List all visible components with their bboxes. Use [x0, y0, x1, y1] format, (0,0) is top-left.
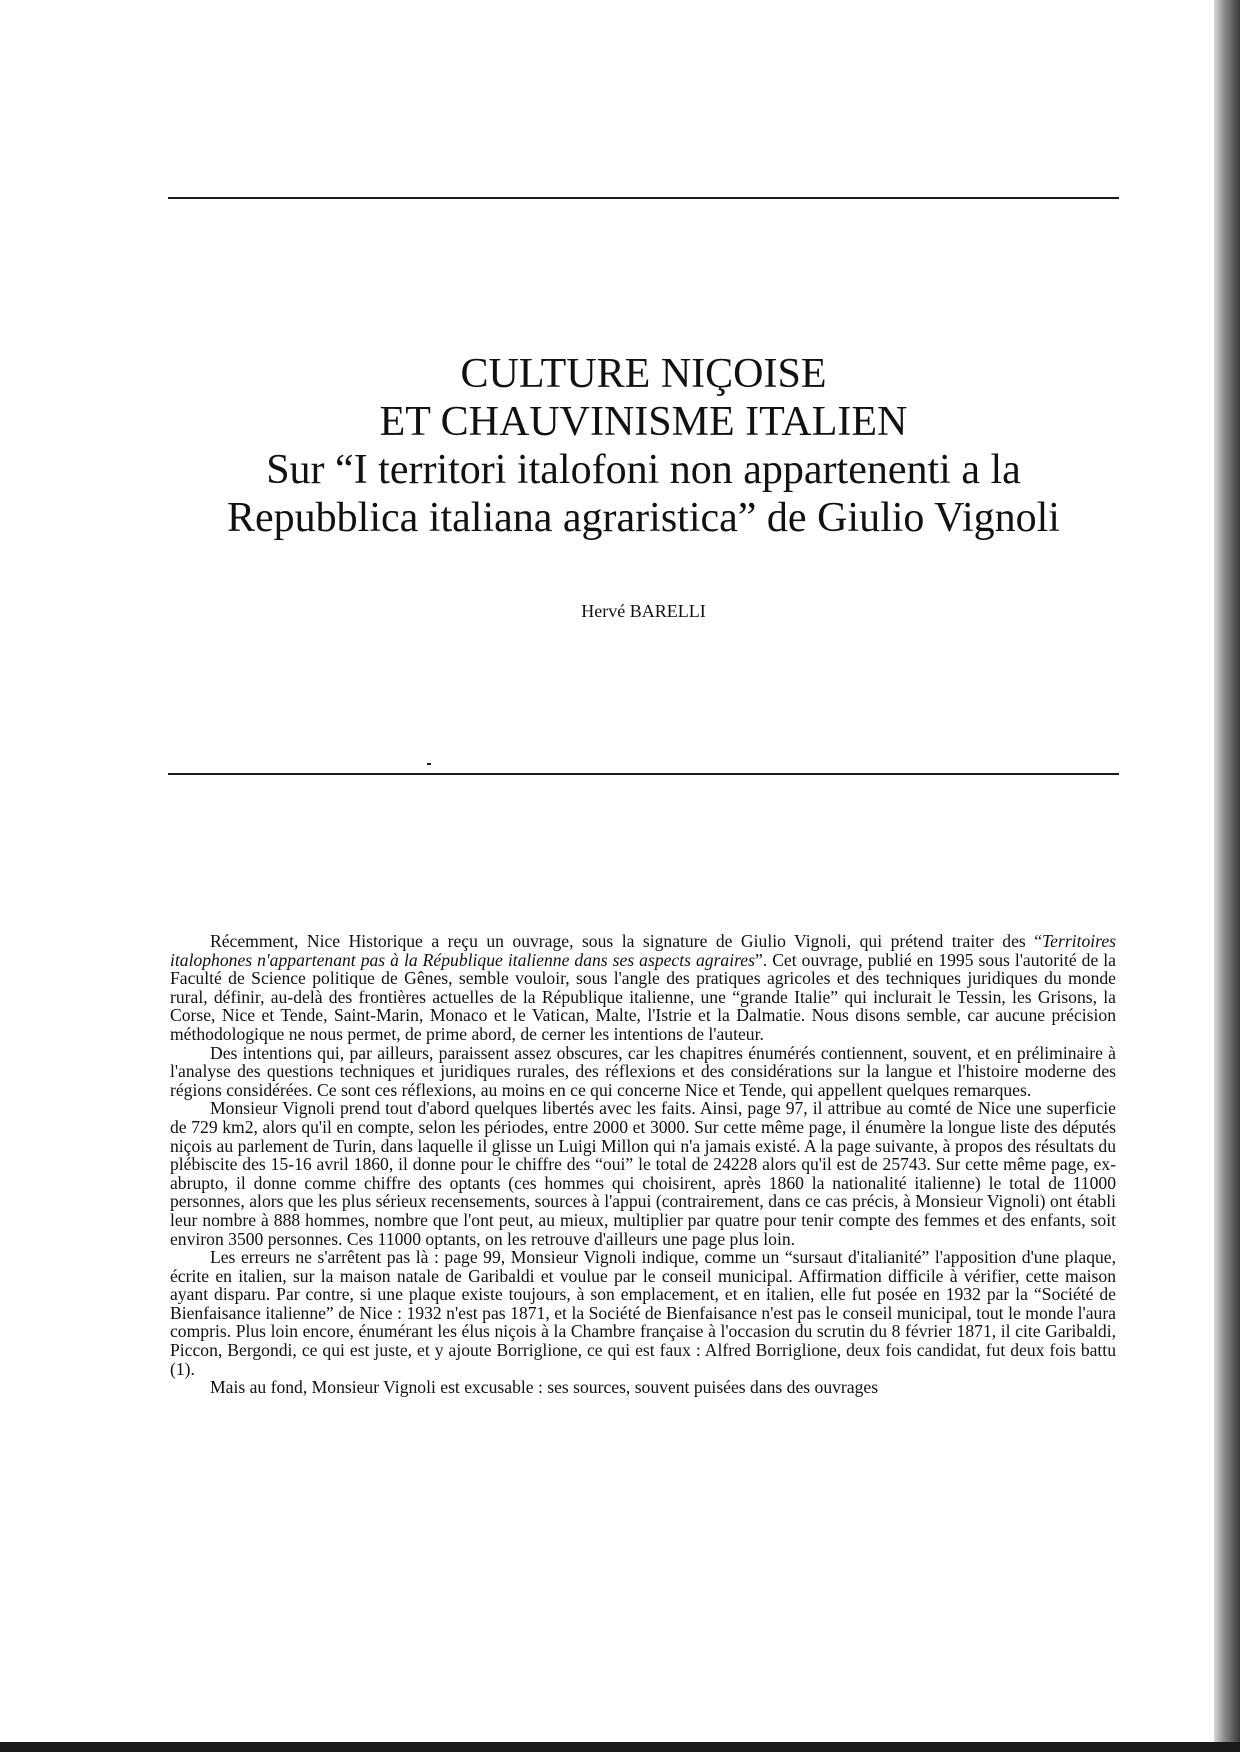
paragraph-5: Mais au fond, Monsieur Vignoli est excusable : ses sources, souvent puisées dans des ouvrages [210, 1377, 879, 1398]
rule-mark [427, 763, 431, 765]
title-line-1: CULTURE NIÇOISE [460, 351, 827, 397]
bottom-rule [168, 773, 1119, 775]
top-rule [168, 197, 1119, 199]
title-line-4: Repubblica italiana agraristica” de Giulio Vignoli [227, 495, 1060, 541]
paragraph-1 [170, 932, 1116, 1044]
paragraph-1-italic-title: Territoires italophones n'appartenant pas à la République italienne dans ses aspects agraires [170, 931, 1116, 970]
title-line-3: Sur “I territori italofoni non appartenenti a la [266, 447, 1021, 493]
article-body [170, 932, 1116, 1397]
title-line-2: ET CHAUVINISME ITALIEN [379, 399, 908, 445]
scan-edge-bottom [0, 1742, 1240, 1752]
author-name: Hervé BARELLI [581, 601, 706, 621]
paragraph-1-rest: ”. Cet ouvrage, publié en 1995 sous l'autorité de la Faculté de Science politique de Gênes, semble vouloir, sous l'angle des pratiques agricoles et des techniques juridiques du monde rural, définir, au-delà des frontières actuelles de la République italienne, une “grande Italie” qui inclurait le Tessin, les Grisons, la Corse, Nice et Tende, Saint-Marin, Monaco et le Vatican, Malte, l'Istrie et la Dalmatie. Nous disons semble, car aucune précision méthodologique ne nous permet, de prime abord, de cerner les intentions de l'auteur. [170, 949, 1116, 1044]
scan-shadow-right [1214, 0, 1240, 1752]
paragraph-4: Les erreurs ne s'arrêtent pas là : page 99, Monsieur Vignoli indique, comme un “sursaut d'italianité” l'apposition d'une plaque, écrite en italien, sur la maison natale de Garibaldi et voulue par le conseil municipal. Affirmation difficile à vérifier, cette maison ayant disparu. Par contre, si une plaque existe toujours, à son emplacement, et en italien, elle fut posée en 1932 par la “Société de Bienfaisance italienne” de Nice : 1932 n'est pas 1871, et la Société de Bienfaisance n'est pas le conseil municipal, tout le monde l'aura compris. Plus loin encore, énumérant les élus niçois à la Chambre française à l'occasion du scrutin du 8 février 1871, il cite Garibaldi, Piccon, Bergondi, ce qui est juste, et y ajoute Borriglione, ce qui est faux : Alfred Borriglione, deux fois candidat, fut deux fois battu (1). [170, 1247, 1116, 1379]
article-title [168, 350, 1119, 542]
paragraph-1-start: Récemment, Nice Historique a reçu un ouvrage, sous la signature de Giulio Vignoli, qui prétend traiter des “ [210, 931, 1043, 951]
paragraph-2: Des intentions qui, par ailleurs, paraissent assez obscures, car les chapitres énumérés contiennent, souvent, et en préliminaire à l'analyse des questions techniques et juridiques rurales, des réflexions et des considérations sur la langue et l'histoire moderne des régions considérées. Ce sont ces réflexions, au moins en ce qui concerne Nice et Tende, qui appellent quelques remarques. [170, 1042, 1116, 1100]
paragraph-3: Monsieur Vignoli prend tout d'abord quelques libertés avec les faits. Ainsi, page 97, il attribue au comté de Nice une superficie de 729 km2, alors qu'il en compte, selon les périodes, entre 2000 et 3000. Sur cette même page, il énumère la longue liste des députés niçois au parlement de Turin, dans laquelle il glisse un Luigi Millon qui n'a jamais existé. A la page suivante, à propos des résultats du plébiscite des 15-16 avril 1860, il donne pour le chiffre des “oui” le total de 24228 alors qu'il est de 25743. Sur cette même page, ex-abrupto, il donne comme chiffre des optants (ces hommes qui choisirent, après 1860 la nationalité italienne) le total de 11000 personnes, alors que les plus sérieux recensements, sources à l'appui (contrairement, dans ce cas précis, à Monsieur Vignoli) ont établi leur nombre à 888 hommes, nombre que l'ont peut, au mieux, multiplier par quatre pour tenir compte des femmes et des enfants, soit environ 3500 personnes. Ces 11000 optants, on les retrouve d'ailleurs une page plus loin. [170, 1098, 1116, 1249]
